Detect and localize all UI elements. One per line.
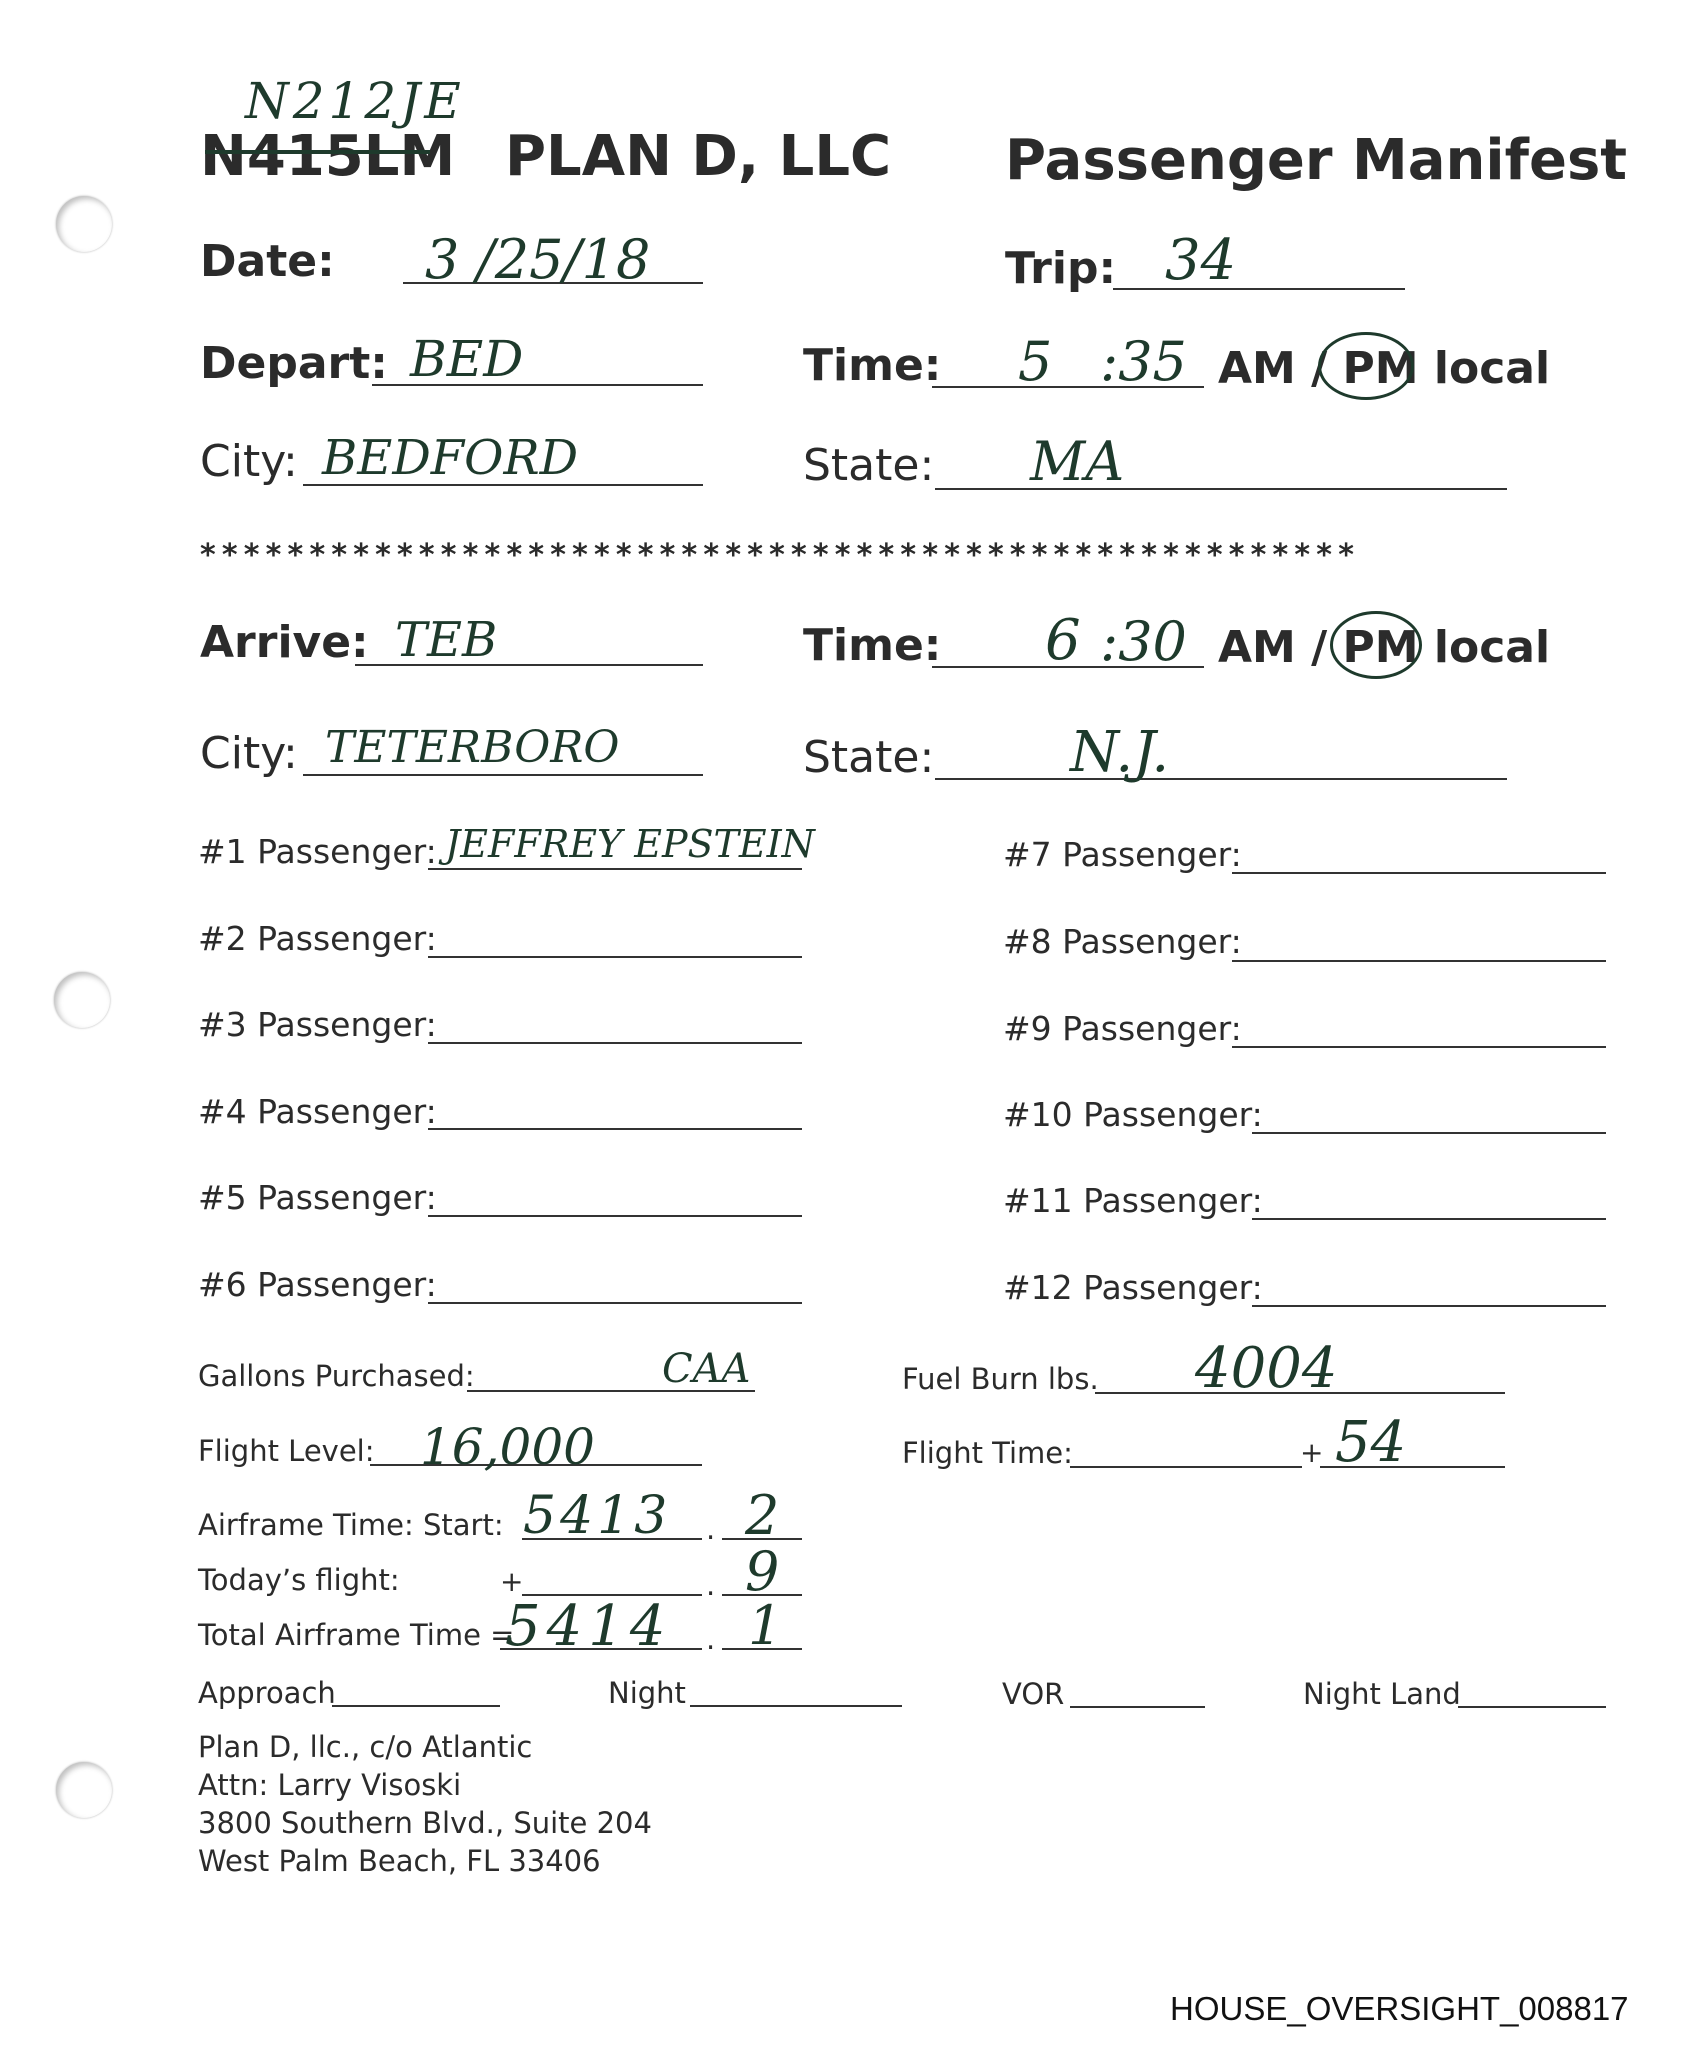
arrive-time-label: Time: xyxy=(803,620,942,671)
depart-state-line xyxy=(935,488,1507,490)
todays-flight-dot: . xyxy=(706,1568,716,1602)
todays-flight-tenth: 9 xyxy=(745,1540,780,1603)
flight-time-line-a xyxy=(1070,1466,1302,1468)
arrive-pm-circle xyxy=(1330,611,1422,679)
passenger-1-label: #1 Passenger: xyxy=(198,832,437,871)
passenger-12-line xyxy=(1252,1305,1606,1307)
date-value: 3 /25/18 xyxy=(425,228,651,291)
depart-value: BED xyxy=(410,330,524,388)
passenger-3-line xyxy=(428,1042,802,1044)
night-label: Night xyxy=(608,1676,686,1710)
address-line-2: Attn: Larry Visoski xyxy=(198,1768,462,1802)
passenger-2-label: #2 Passenger: xyxy=(198,919,437,958)
arrive-state-line xyxy=(935,778,1507,780)
passenger-10-line xyxy=(1252,1132,1606,1134)
approach-label: Approach xyxy=(198,1676,336,1710)
vor-label: VOR xyxy=(1002,1677,1065,1711)
flight-time-plus: + xyxy=(1300,1436,1324,1469)
company-name: PLAN D, LLC xyxy=(505,124,892,189)
passenger-1-line xyxy=(428,868,802,870)
todays-flight-plus: + xyxy=(500,1565,524,1598)
depart-time-minute: :35 xyxy=(1100,330,1187,393)
passenger-7-line xyxy=(1232,872,1606,874)
handwritten-tail-number: N212JE xyxy=(245,72,465,130)
depart-city-value: BEDFORD xyxy=(322,430,579,486)
passenger-11-label: #11 Passenger: xyxy=(1003,1181,1263,1220)
passenger-5-line xyxy=(428,1215,802,1217)
trip-value: 34 xyxy=(1165,228,1237,293)
passenger-12-label: #12 Passenger: xyxy=(1003,1268,1263,1307)
page-title: Passenger Manifest xyxy=(1005,128,1628,193)
night-line xyxy=(690,1705,902,1707)
depart-state-label: State: xyxy=(803,440,935,491)
section-separator: ***************************************************** xyxy=(200,538,1361,573)
fuel-burn-label: Fuel Burn lbs. xyxy=(902,1362,1099,1396)
todays-flight-label: Today’s flight: xyxy=(198,1563,400,1597)
arrive-city-value: TETERBORO xyxy=(325,722,620,773)
gallons-label: Gallons Purchased: xyxy=(198,1359,475,1393)
approach-line xyxy=(332,1705,500,1707)
date-label: Date: xyxy=(200,236,335,287)
passenger-7-label: #7 Passenger: xyxy=(1003,835,1242,874)
passenger-8-label: #8 Passenger: xyxy=(1003,922,1242,961)
depart-city-label: City: xyxy=(200,436,298,487)
address-line-3: 3800 Southern Blvd., Suite 204 xyxy=(198,1806,652,1840)
trip-line xyxy=(1113,288,1405,290)
arrive-label: Arrive: xyxy=(200,617,369,668)
arrive-time-minute: :30 xyxy=(1100,610,1187,673)
passenger-11-line xyxy=(1252,1218,1606,1220)
airframe-start-label: Airframe Time: Start: xyxy=(198,1508,504,1542)
passenger-6-label: #6 Passenger: xyxy=(198,1265,437,1304)
passenger-5-label: #5 Passenger: xyxy=(198,1178,437,1217)
depart-label: Depart: xyxy=(200,338,388,389)
arrive-state-label: State: xyxy=(803,732,935,783)
binder-hole-middle xyxy=(54,972,110,1028)
flight-level-value: 16,000 xyxy=(420,1418,595,1476)
passenger-8-line xyxy=(1232,960,1606,962)
depart-state-value: MA xyxy=(1030,430,1125,493)
depart-pm-circle xyxy=(1318,332,1414,400)
binder-hole-bottom xyxy=(56,1762,112,1818)
flight-time-label: Flight Time: xyxy=(902,1436,1073,1470)
total-airframe-tenth: 1 xyxy=(748,1594,783,1657)
arrive-value: TEB xyxy=(395,612,498,668)
night-land-line xyxy=(1458,1706,1606,1708)
arrive-state-value: N.J. xyxy=(1070,720,1170,785)
arrive-city-label: City: xyxy=(200,728,298,779)
passenger-9-line xyxy=(1232,1046,1606,1048)
bates-number: HOUSE_OVERSIGHT_008817 xyxy=(1170,1990,1629,2027)
address-line-1: Plan D, llc., c/o Atlantic xyxy=(198,1730,533,1764)
flight-time-value: 54 xyxy=(1335,1410,1407,1475)
passenger-1-value: JEFFREY EPSTEIN xyxy=(445,822,815,866)
tail-number: N415LM xyxy=(200,124,456,189)
passenger-3-label: #3 Passenger: xyxy=(198,1005,437,1044)
vor-line xyxy=(1070,1706,1205,1708)
passenger-4-label: #4 Passenger: xyxy=(198,1092,437,1131)
airframe-start-whole: 5413 xyxy=(523,1486,672,1546)
depart-time-hour: 5 xyxy=(1018,330,1053,393)
binder-hole-top xyxy=(56,196,112,252)
fuel-burn-value: 4004 xyxy=(1195,1336,1338,1401)
passenger-2-line xyxy=(428,956,802,958)
total-airframe-whole: 5414 xyxy=(505,1594,672,1659)
tail-number-strikethrough xyxy=(205,150,430,154)
airframe-start-tenth: 2 xyxy=(745,1484,780,1547)
airframe-start-dot: . xyxy=(706,1512,716,1546)
trip-label: Trip: xyxy=(1005,243,1117,294)
passenger-4-line xyxy=(428,1128,802,1130)
flight-level-label: Flight Level: xyxy=(198,1434,375,1468)
total-airframe-dot: . xyxy=(706,1622,716,1656)
gallons-value: CAA xyxy=(662,1346,751,1392)
passenger-10-label: #10 Passenger: xyxy=(1003,1095,1263,1134)
night-land-label: Night Land xyxy=(1303,1677,1461,1711)
arrive-city-line xyxy=(303,774,703,776)
arrive-ampm-local: AM / PM local xyxy=(1218,622,1551,673)
depart-ampm-local: AM / PM local xyxy=(1218,343,1551,394)
arrive-time-hour: 6 xyxy=(1045,608,1081,673)
passenger-9-label: #9 Passenger: xyxy=(1003,1009,1242,1048)
address-line-4: West Palm Beach, FL 33406 xyxy=(198,1844,601,1878)
depart-time-label: Time: xyxy=(803,340,942,391)
total-airframe-label: Total Airframe Time = xyxy=(198,1618,515,1652)
passenger-6-line xyxy=(428,1302,802,1304)
